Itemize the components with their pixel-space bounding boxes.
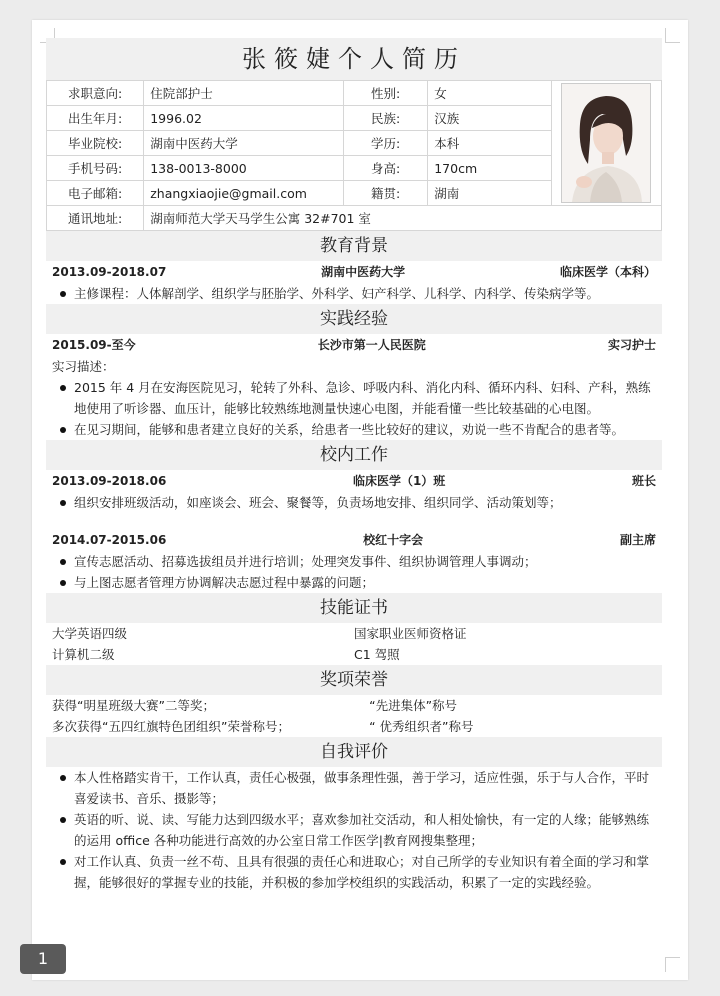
info-value: 170cm: [428, 156, 551, 181]
description-label: 实习描述：: [52, 359, 115, 374]
info-label: 通讯地址:: [47, 206, 144, 231]
page-number-badge[interactable]: 1: [20, 944, 66, 974]
list-item-text: 对工作认真、负责一丝不苟、且具有很强的责任心和进取心；对自己所学的专业知识有着全面的学习和掌握，能够很好的掌握专业的技能，并积极的参加学校组织的实践活动，积累了一定的实践经验。: [74, 854, 650, 890]
entry-role: 班长: [631, 474, 656, 488]
entry-org: 湖南中医药大学: [321, 265, 406, 279]
entry-org: 长沙市第一人民医院: [317, 338, 426, 352]
list-item-text: 在见习期间，能够和患者建立良好的关系，给患者一些比较好的建议，劝说一些不肯配合的患者等。: [74, 422, 625, 437]
info-value: 本科: [428, 131, 551, 156]
awards-left: [52, 695, 369, 737]
campus-entry: [46, 470, 662, 593]
skill-item: 国家职业医师资格证: [354, 626, 467, 641]
list-item-text: 2015 年 4 月在安海医院见习，轮转了外科、急诊、呼吸内科、消化内科、循环内科、妇科、产科，熟练地使用了听诊器、血压计，能够比较熟练地测量快速心电图，并能看懂一些比较基础的心电图。: [74, 380, 651, 416]
section-heading-skills: 技能证书: [46, 593, 662, 623]
entry-org: 校红十字会: [363, 533, 424, 547]
entry-role: 副主席: [619, 533, 656, 547]
info-label: 身高:: [344, 156, 428, 181]
list-item-text: 组织安排班级活动，如座谈会、班会、聚餐等，负责场地安排、组织同学、活动策划等；: [74, 495, 562, 510]
entry-period: 2015.09-至今: [52, 338, 136, 352]
portrait-image: [562, 84, 650, 202]
skills-left: [52, 623, 354, 665]
award-item: 获得“明星班级大赛”二等奖；: [52, 698, 215, 713]
section-heading-practice: 实践经验: [46, 304, 662, 334]
resume: [46, 38, 662, 893]
info-value: 住院部护士: [144, 81, 344, 106]
entry-period: 2013.09-2018.06: [52, 474, 167, 488]
bullet-icon: [52, 492, 74, 513]
practice-entry: [46, 334, 662, 440]
award-item: “先进集体”称号: [369, 698, 458, 713]
entry-org: 临床医学（1）班: [352, 474, 446, 488]
basic-info-table: [46, 80, 662, 231]
entry-header: [52, 261, 656, 283]
info-label: 学历:: [344, 131, 428, 156]
info-value: 汉族: [428, 106, 551, 131]
info-value: zhangxiaojie@gmail.com: [144, 181, 344, 206]
crop-mark: [665, 28, 680, 43]
list-item: [52, 283, 656, 304]
section-heading-self: 自我评价: [46, 737, 662, 767]
info-label: 求职意向:: [47, 81, 144, 106]
list-item: [52, 851, 656, 893]
awards-right: [369, 695, 656, 737]
info-row: [47, 81, 662, 106]
entry-role: 临床医学（本科）: [559, 265, 656, 279]
list-item-text: 与上图志愿者管理方协调解决志愿过程中暴露的问题；: [74, 575, 375, 590]
skill-item: 大学英语四级: [52, 626, 128, 641]
info-label: 性别:: [344, 81, 428, 106]
bullet-icon: [52, 851, 74, 893]
info-value: 湖南师范大学天马学生公寓 32#701 室: [144, 206, 662, 231]
section-heading-campus: 校内工作: [46, 440, 662, 470]
bullet-icon: [52, 572, 74, 593]
bullet-icon: [52, 377, 74, 419]
list-item-text: 宣传志愿活动、招募选拔组员并进行培训；处理突发事件、组织协调管理人事调动；: [74, 554, 537, 569]
info-value: 湖南: [428, 181, 551, 206]
info-label: 手机号码:: [47, 156, 144, 181]
list-item: [52, 809, 656, 851]
info-row-address: [47, 206, 662, 231]
entry-period: 2013.09-2018.07: [52, 265, 167, 279]
skill-item: C1 驾照: [354, 647, 400, 662]
list-item-text: 主修课程：人体解剖学、组织学与胚胎学、外科学、妇产科学、儿科学、内科学、传染病学等。: [74, 286, 600, 301]
award-item: “ 优秀组织者”称号: [369, 719, 474, 734]
bullet-icon: [52, 283, 74, 304]
entry-header: [52, 334, 656, 356]
entry-period: 2014.07-2015.06: [52, 533, 167, 547]
skills-list: [46, 623, 662, 665]
info-value: 湖南中医药大学: [144, 131, 344, 156]
entry-header: [52, 470, 656, 492]
entry-role: 实习护士: [607, 338, 656, 352]
education-entry: [46, 261, 662, 304]
entry-header: [52, 529, 656, 551]
info-label: 毕业院校:: [47, 131, 144, 156]
skills-right: [354, 623, 656, 665]
skill-item: 计算机二级: [52, 647, 115, 662]
self-evaluation: [46, 767, 662, 893]
info-label: 出生年月:: [47, 106, 144, 131]
list-item: [52, 419, 656, 440]
info-value: 1996.02: [144, 106, 344, 131]
profile-photo: [561, 83, 651, 203]
document-page: [32, 20, 688, 980]
award-item: 多次获得“五四红旗特色团组织”荣誉称号；: [52, 719, 290, 734]
list-item: [52, 572, 656, 593]
bullet-icon: [52, 551, 74, 572]
bullet-icon: [52, 419, 74, 440]
list-item: [52, 551, 656, 572]
list-item: [52, 377, 656, 419]
resume-title: 张筱婕个人简历: [46, 38, 662, 80]
info-value: 138-0013-8000: [144, 156, 344, 181]
section-heading-education: 教育背景: [46, 231, 662, 261]
awards-list: [46, 695, 662, 737]
list-item: [52, 492, 656, 513]
bullet-icon: [52, 809, 74, 851]
info-value: 女: [428, 81, 551, 106]
crop-mark: [665, 957, 680, 972]
list-item: [52, 767, 656, 809]
list-item-text: 本人性格踏实肯干，工作认真，责任心极强，做事条理性强，善于学习，适应性强，乐于与人合作，平时喜爱读书、音乐、摄影等；: [74, 770, 650, 806]
list-item-text: 英语的听、说、读、写能力达到四级水平；喜欢参加社交活动，和人相处愉快，有一定的人缘；能够熟练的运用 office 各种功能进行高效的办公室日常工作医学|教育网搜集整理；: [74, 812, 650, 848]
info-label: 籍贯:: [344, 181, 428, 206]
bullet-icon: [52, 767, 74, 809]
section-heading-awards: 奖项荣誉: [46, 665, 662, 695]
photo-cell: [551, 81, 661, 206]
info-label: 电子邮箱:: [47, 181, 144, 206]
info-label: 民族:: [344, 106, 428, 131]
